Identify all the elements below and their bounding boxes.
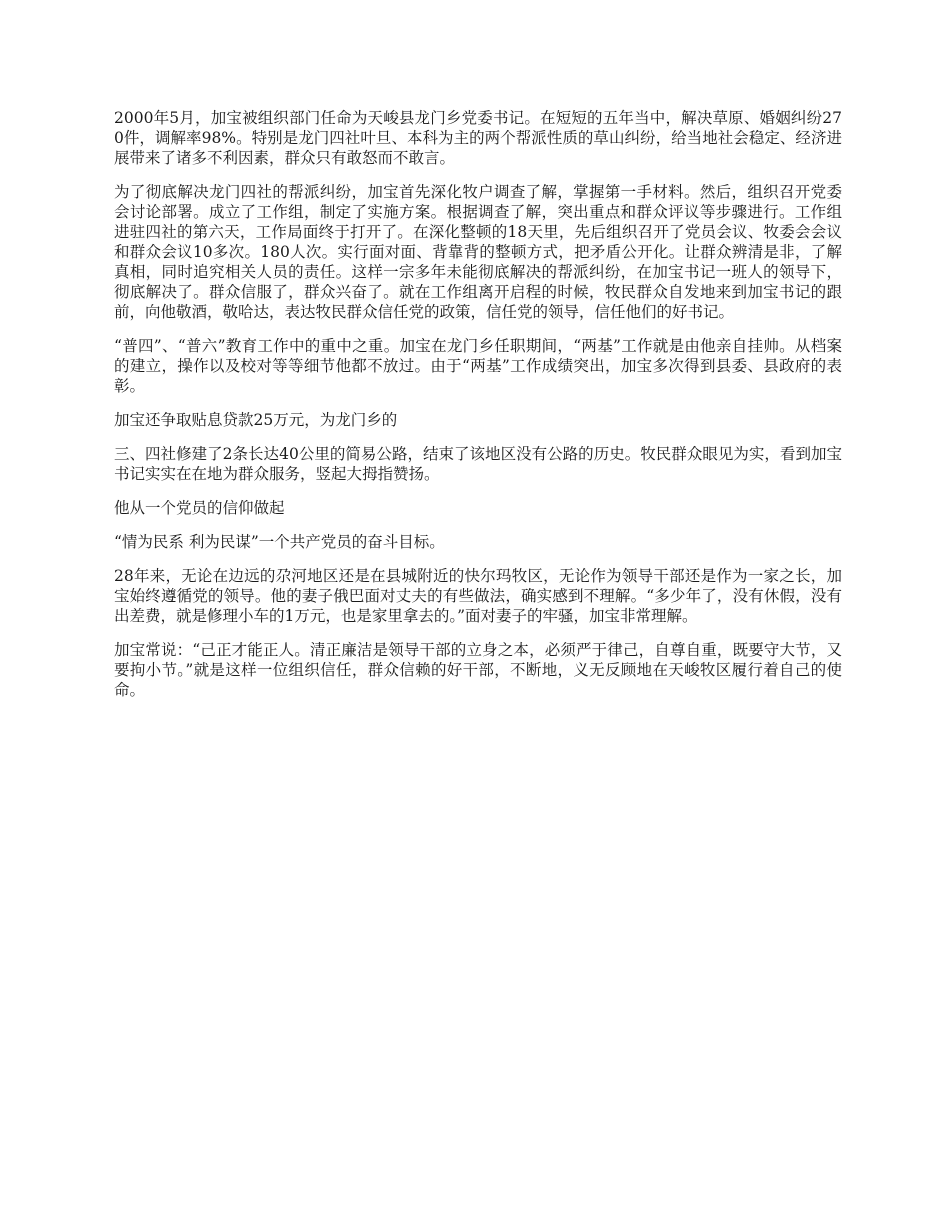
paragraph-integrity: 加宝常说：“己正才能正人。清正廉洁是领导干部的立身之本，必须严于律己，自尊自重，既要守大节，又要拘小节。”就是这样一位组织信任，群众信赖的好干部，不断地，义无反顾地在天峻牧区履行着自己的使命。 — [114, 641, 842, 699]
paragraph-family: 28年来，无论在边远的尕河地区还是在县城附近的快尔玛牧区，无论作为领导干部还是作为一家之长，加宝始终遵循党的领导。他的妻子俄巴面对丈夫的有些做法，确实感到不理解。“多少年了，没有休假，没有出差费，就是修理小车的1万元，也是家里拿去的。”面对妻子的牢骚，加宝非常理解。 — [114, 567, 842, 625]
paragraph-dispute-resolution: 为了彻底解决龙门四社的帮派纠纷，加宝首先深化牧户调查了解，掌握第一手材料。然后，组织召开党委会讨论部署。成立了工作组，制定了实施方案。根据调查了解，突出重点和群众评议等步骤进行。工作组进驻四社的第六天，工作局面终于打开了。在深化整顿的18天里，先后组织召开了党员会议、牧委会会议和群众会议10多次。180人次。实行面对面、背靠背的整顿方式，把矛盾公开化。让群众辨清是非，了解真相，同时追究相关人员的责任。这样一宗多年未能彻底解决的帮派纠纷，在加宝书记一班人的领导下，彻底解决了。群众信服了，群众兴奋了。就在工作组离开启程的时候，牧民群众自发地来到加宝书记的跟前，向他敬酒，敬哈达，表达牧民群众信任党的政策，信任党的领导，信任他们的好书记。 — [114, 183, 842, 321]
paragraph-motto: “情为民系 利为民谋”一个共产党员的奋斗目标。 — [114, 533, 445, 551]
document-body — [114, 108, 842, 714]
paragraph-appointment: 2000年5月，加宝被组织部门任命为天峻县龙门乡党委书记。在短短的五年当中，解决草原、婚姻纠纷270件，调解率98%。特别是龙门四社叶旦、本科为主的两个帮派性质的草山纠纷，给当地社会稳定、经济进展带来了诸多不利因素，群众只有敢怒而不敢言。 — [114, 109, 842, 167]
paragraph-loan: 加宝还争取贴息贷款25万元，为龙门乡的 — [114, 411, 398, 429]
paragraph-road-construction: 三、四社修建了2条长达40公里的简易公路，结束了该地区没有公路的历史。牧民群众眼见为实，看到加宝书记实实在在地为群众服务，竖起大拇指赞扬。 — [114, 445, 842, 483]
paragraph-education: “普四”、“普六”教育工作中的重中之重。加宝在龙门乡任职期间，“两基”工作就是由他亲自挂帅。从档案的建立，操作以及校对等等细节他都不放过。由于“两基”工作成绩突出，加宝多次得到县委、县政府的表彰。 — [114, 337, 842, 395]
paragraph-heading-belief: 他从一个党员的信仰做起 — [114, 499, 285, 517]
